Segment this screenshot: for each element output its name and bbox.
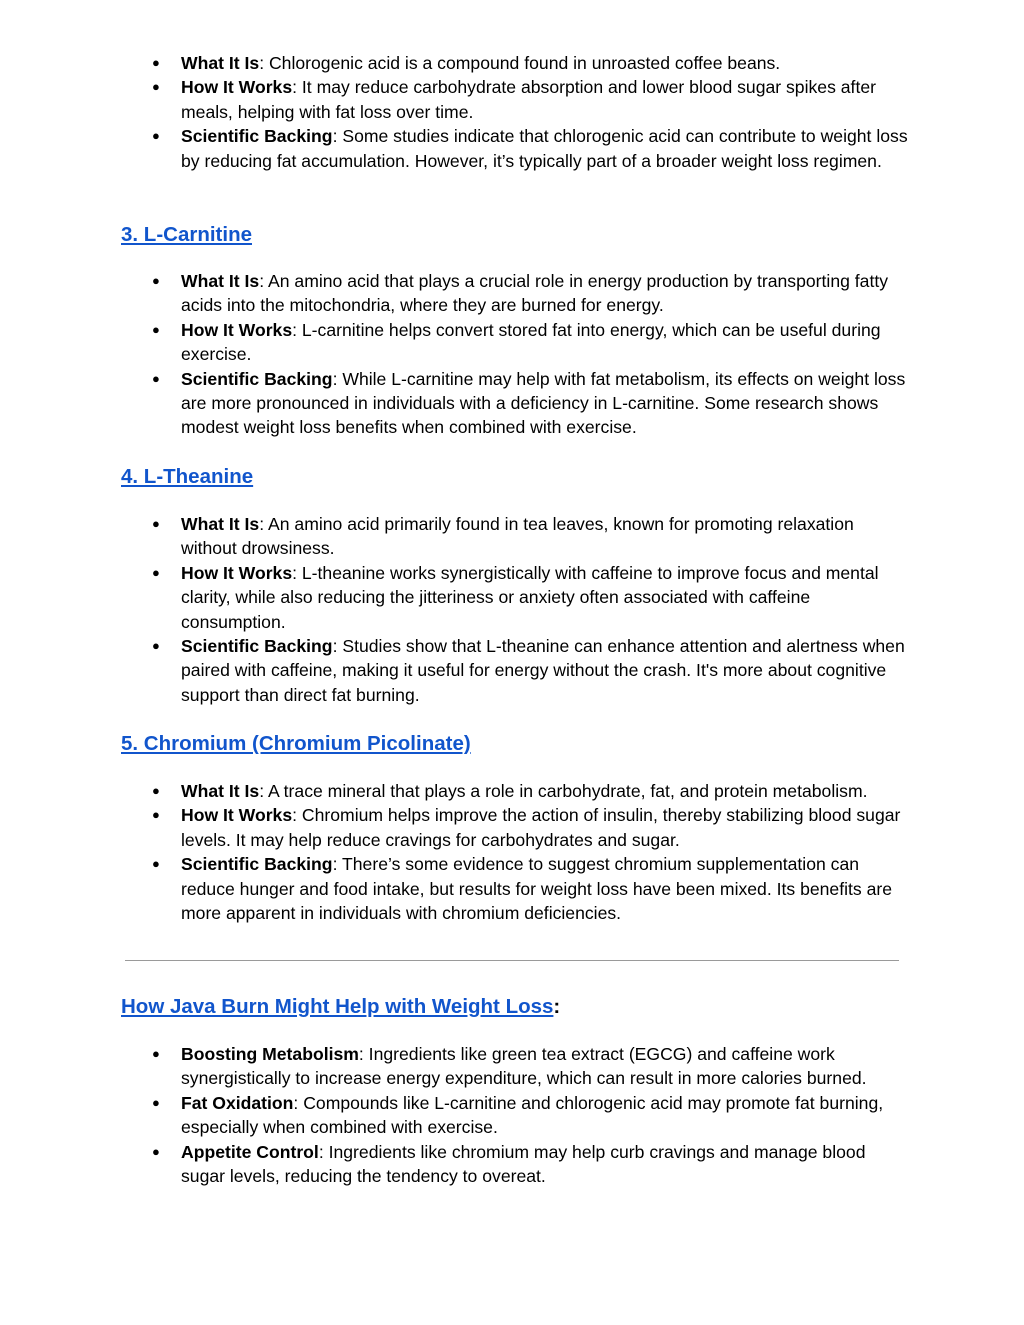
chlorogenic-acid-list <box>152 51 912 173</box>
item-text: : Chromium helps improve the action of insulin, thereby stabilizing blood sugar levels. It may help reduce cravings for carbohydrates and sugar. <box>181 805 901 850</box>
item-text: : Ingredients like green tea extract (EGCG) and caffeine work synergistically to increase energy expenditure, which can result in more calories burned. <box>181 1044 867 1089</box>
bullet-icon: ● <box>152 273 160 288</box>
list-item <box>152 124 912 173</box>
list-item <box>152 367 912 440</box>
list-item <box>152 512 912 561</box>
item-label: Appetite Control <box>181 1141 319 1162</box>
item-text: : Compounds like L-carnitine and chlorogenic acid may promote fat burning, especially when combined with exercise. <box>181 1092 884 1138</box>
item-text: : While L-carnitine may help with fat metabolism, its effects on weight loss are more pronounced in individuals with a deficiency in L-carnitine. Some research shows modest weight loss benefits when combined with exercise. <box>181 368 906 438</box>
bullet-icon: ● <box>152 516 160 531</box>
item-label: What It Is <box>181 53 260 73</box>
list-item <box>152 852 912 925</box>
section-heading-l-theanine <box>121 464 253 490</box>
list-item <box>152 51 912 75</box>
bullet-icon: ● <box>152 55 160 70</box>
l-carnitine-list <box>152 269 912 440</box>
item-label: Scientific Backing <box>181 636 333 657</box>
bullet-icon: ● <box>152 564 160 580</box>
bullet-icon: ● <box>152 1143 160 1159</box>
list-item <box>152 1042 912 1091</box>
item-text: : Some studies indicate that chlorogenic acid can contribute to weight loss by reducing fat accumulation. However, it’s typically part of a broader weight loss regimen. <box>181 126 908 171</box>
item-label: How It Works <box>181 319 293 340</box>
item-label: Scientific Backing <box>181 368 333 389</box>
bullet-icon: ● <box>152 321 160 337</box>
item-label: What It Is <box>181 271 260 291</box>
bullet-icon: ● <box>152 807 160 823</box>
bullet-icon: ● <box>152 783 160 798</box>
l-theanine-list <box>152 512 912 707</box>
weight-loss-list <box>152 1042 912 1188</box>
item-text: : Studies show that L-theanine can enhance attention and alertness when paired with caffeine, making it useful for energy without the crash. It's more about cognitive support than direct fat burning. <box>181 636 905 705</box>
section-heading-l-carnitine <box>121 222 252 248</box>
list-item <box>152 269 912 318</box>
item-label: Boosting Metabolism <box>181 1044 359 1064</box>
item-text: : L-theanine works synergistically with caffeine to improve focus and mental clarity, while also reducing the jitteriness or anxiety often associated with caffeine consumption. <box>181 562 879 632</box>
bullet-icon: ● <box>152 1094 160 1110</box>
item-label: Scientific Backing <box>181 854 333 875</box>
section-heading-weight-loss <box>121 994 560 1020</box>
item-text: : An amino acid that plays a crucial role in energy production by transporting fatty acids into the mitochondria, where they are burned for energy. <box>181 271 889 316</box>
list-item <box>152 1140 912 1189</box>
bullet-icon: ● <box>152 370 160 386</box>
item-label: How It Works <box>181 805 293 826</box>
item-label: How It Works <box>181 562 293 583</box>
list-item <box>152 561 912 634</box>
bullet-icon: ● <box>152 856 160 872</box>
list-item <box>152 75 912 124</box>
horizontal-divider <box>125 960 899 961</box>
item-text: : There’s some evidence to suggest chromium supplementation can reduce hunger and food intake, but results for weight loss have been mixed. Its benefits are more apparent in individuals with chromium deficiencies. <box>181 854 893 924</box>
item-text: : Ingredients like chromium may help curb cravings and manage blood sugar levels, reducing the tendency to overeat. <box>181 1141 866 1187</box>
chromium-list <box>152 779 912 925</box>
item-label: What It Is <box>181 514 260 534</box>
list-item <box>152 634 912 707</box>
bullet-icon: ● <box>152 128 160 144</box>
item-label: Scientific Backing <box>181 126 333 147</box>
bullet-icon: ● <box>152 1046 160 1061</box>
section-link-chromium[interactable]: 5. Chromium (Chromium Picolinate) <box>121 732 471 755</box>
item-text: : It may reduce carbohydrate absorption and lower blood sugar spikes after meals, helping with fat loss over time. <box>181 77 876 122</box>
list-item <box>152 803 912 852</box>
section-link-l-carnitine[interactable]: 3. L-Carnitine <box>121 223 252 246</box>
heading-colon: : <box>553 995 561 1018</box>
section-heading-chromium <box>121 731 471 757</box>
bullet-icon: ● <box>152 79 160 95</box>
item-label: What It Is <box>181 781 260 801</box>
section-link-weight-loss[interactable]: How Java Burn Might Help with Weight Loss <box>121 995 554 1018</box>
list-item <box>152 318 912 367</box>
item-text: : An amino acid primarily found in tea leaves, known for promoting relaxation without drowsiness. <box>181 514 854 559</box>
list-item <box>152 1091 912 1140</box>
item-text: : L-carnitine helps convert stored fat into energy, which can be useful during exercise. <box>181 319 881 365</box>
list-item <box>152 779 912 803</box>
item-label: How It Works <box>181 77 293 98</box>
bullet-icon: ● <box>152 638 160 654</box>
item-text: : Chlorogenic acid is a compound found in unroasted coffee beans. <box>259 53 781 73</box>
item-label: Fat Oxidation <box>181 1092 294 1113</box>
section-link-l-theanine[interactable]: 4. L-Theanine <box>121 465 254 488</box>
item-text: : A trace mineral that plays a role in carbohydrate, fat, and protein metabolism. <box>259 781 868 801</box>
